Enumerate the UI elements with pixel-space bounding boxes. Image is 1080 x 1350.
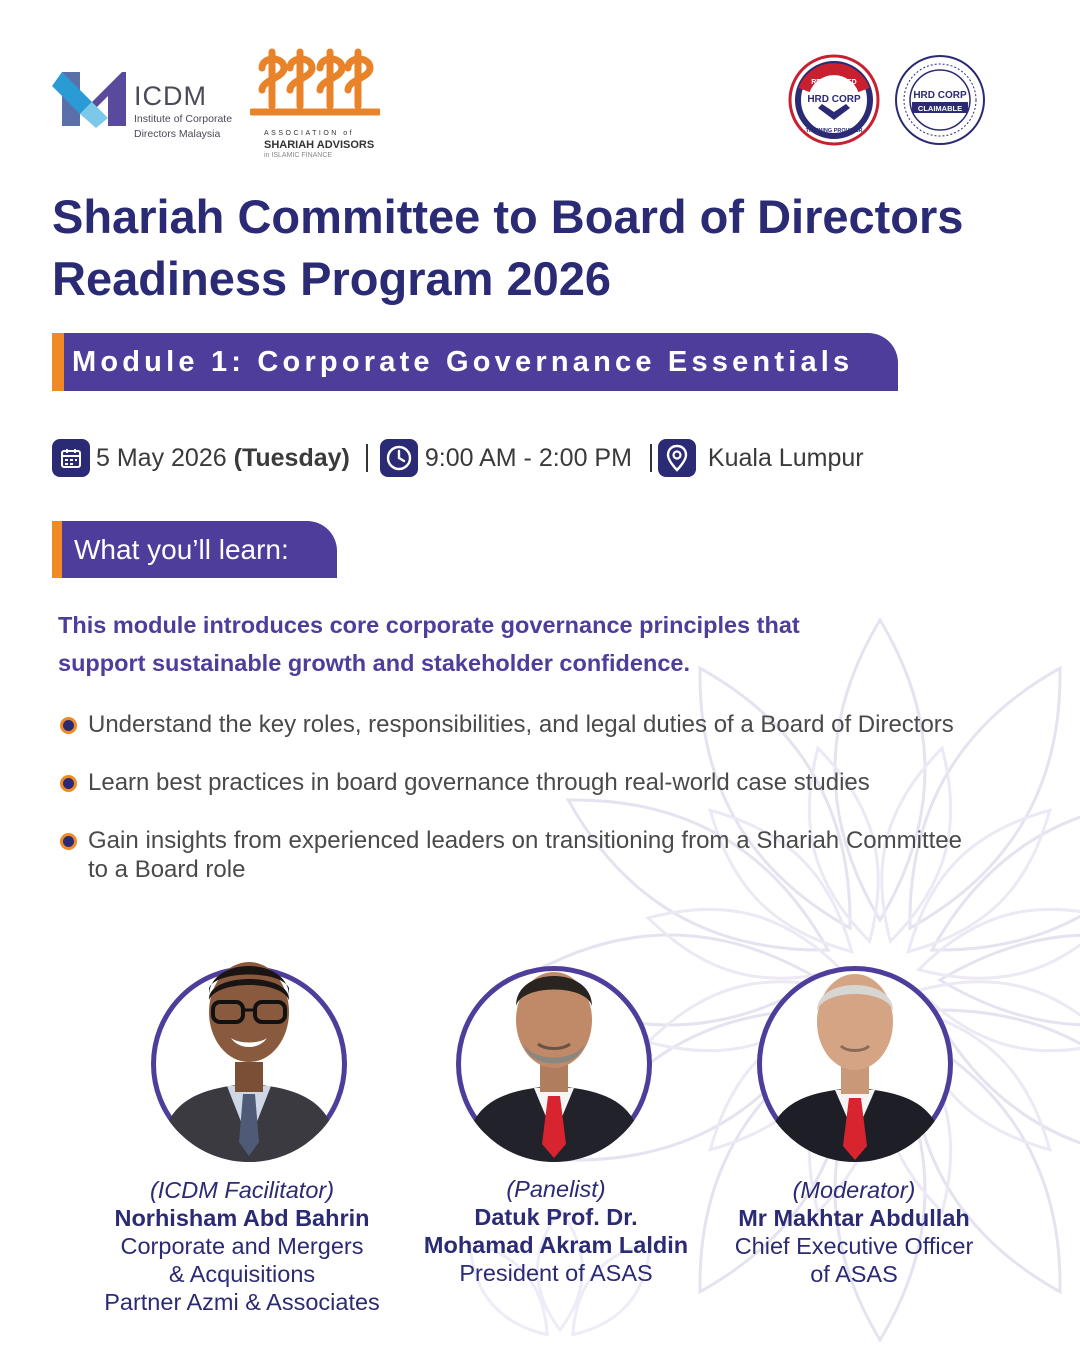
bullet-dot-icon xyxy=(60,833,77,850)
bullet-text: Gain insights from experienced leaders on transitioning from a Shariah Committee to a Board role xyxy=(88,827,962,883)
calendar-icon xyxy=(52,439,90,477)
speaker-desc: of ASAS xyxy=(810,1261,898,1287)
registered-badge-icon xyxy=(788,54,880,146)
speaker-name: Norhisham Abd Bahrin xyxy=(114,1205,370,1231)
speaker-panelist xyxy=(396,1175,716,1287)
speaker-moderator xyxy=(702,1176,1006,1288)
asas-line-3: in ISLAMIC FINANCE xyxy=(264,152,333,159)
list-item xyxy=(60,768,962,797)
intro-line-2: support sustainable growth and stakeholder confidence. xyxy=(58,650,690,676)
asas-calligraphy-icon xyxy=(250,46,380,126)
badge1-mid-text: HRD CORP xyxy=(807,94,861,105)
bullet-text: Understand the key roles, responsibilities, and legal duties of a Board of Directors xyxy=(88,711,954,738)
speaker-role: (Moderator) xyxy=(792,1177,916,1203)
hrd-registered-badge xyxy=(788,54,880,146)
icdm-subtitle-1: Institute of Corporate xyxy=(134,113,233,125)
person-avatar-icon xyxy=(757,966,953,1162)
person-avatar-icon xyxy=(456,966,652,1162)
event-day: (Tuesday) xyxy=(233,443,350,472)
hrd-claimable-badge xyxy=(894,54,986,146)
learning-outcomes-list xyxy=(60,710,962,884)
speaker-desc: President of ASAS xyxy=(459,1260,653,1286)
badge2-bottom-text: CLAIMABLE xyxy=(917,104,963,113)
badge1-top-text: REGISTERED xyxy=(811,79,857,86)
speaker-name: Mohamad Akram Laldin xyxy=(423,1232,689,1258)
page-title xyxy=(52,186,1032,310)
badge2-mid-text: HRD CORP xyxy=(913,90,967,101)
list-item xyxy=(60,710,962,739)
bullet-text: Learn best practices in board governance through real-world case studies xyxy=(88,769,870,796)
event-time: 9:00 AM - 2:00 PM xyxy=(424,443,632,472)
speaker-photo-panelist xyxy=(456,966,652,1162)
info-divider xyxy=(366,444,368,472)
speaker-desc: Partner Azmi & Associates xyxy=(104,1289,380,1315)
info-divider xyxy=(650,444,652,472)
location-pin-icon xyxy=(658,439,696,477)
person-avatar-icon xyxy=(151,966,347,1162)
clock-icon xyxy=(380,439,418,477)
title-line-1: Shariah Committee to Board of Directors xyxy=(52,190,964,243)
title-line-2: Readiness Program 2026 xyxy=(52,252,612,305)
event-date: 5 May 2026 xyxy=(96,443,227,472)
learn-heading: What you’ll learn: xyxy=(52,521,337,578)
asas-logo xyxy=(250,46,380,158)
badge1-bottom-text: TRAINING PROVIDER xyxy=(805,128,863,134)
icdm-subtitle-2: Directors Malaysia xyxy=(134,128,221,140)
event-location: Kuala Lumpur xyxy=(707,443,864,472)
speaker-facilitator xyxy=(60,1176,424,1316)
claimable-badge-icon xyxy=(894,54,986,146)
bullet-dot-icon xyxy=(60,717,77,734)
speaker-name: Datuk Prof. Dr. xyxy=(474,1204,638,1230)
bullet-dot-icon xyxy=(60,775,77,792)
icdm-wordmark xyxy=(134,82,232,140)
icdm-name: ICDM xyxy=(134,81,207,111)
speaker-desc: & Acquisitions xyxy=(168,1261,316,1287)
speaker-photo-moderator xyxy=(757,966,953,1162)
speaker-name: Mr Makhtar Abdullah xyxy=(738,1205,970,1231)
module-banner: Module 1: Corporate Governance Essentials xyxy=(52,333,898,391)
speaker-photo-facilitator xyxy=(151,966,347,1162)
icdm-logo-icon xyxy=(52,66,132,132)
asas-line-1: ASSOCIATION of xyxy=(264,130,355,137)
speaker-role: (ICDM Facilitator) xyxy=(149,1177,335,1203)
asas-line-2: SHARIAH ADVISORS xyxy=(264,139,375,151)
list-item xyxy=(60,826,962,884)
speaker-role: (Panelist) xyxy=(506,1176,606,1202)
intro-line-1: This module introduces core corporate governance principles that xyxy=(58,612,800,638)
module-intro xyxy=(58,606,958,682)
speaker-desc: Chief Executive Officer xyxy=(734,1233,974,1259)
speaker-desc: Corporate and Mergers xyxy=(120,1233,364,1259)
event-info-row xyxy=(52,438,1032,478)
